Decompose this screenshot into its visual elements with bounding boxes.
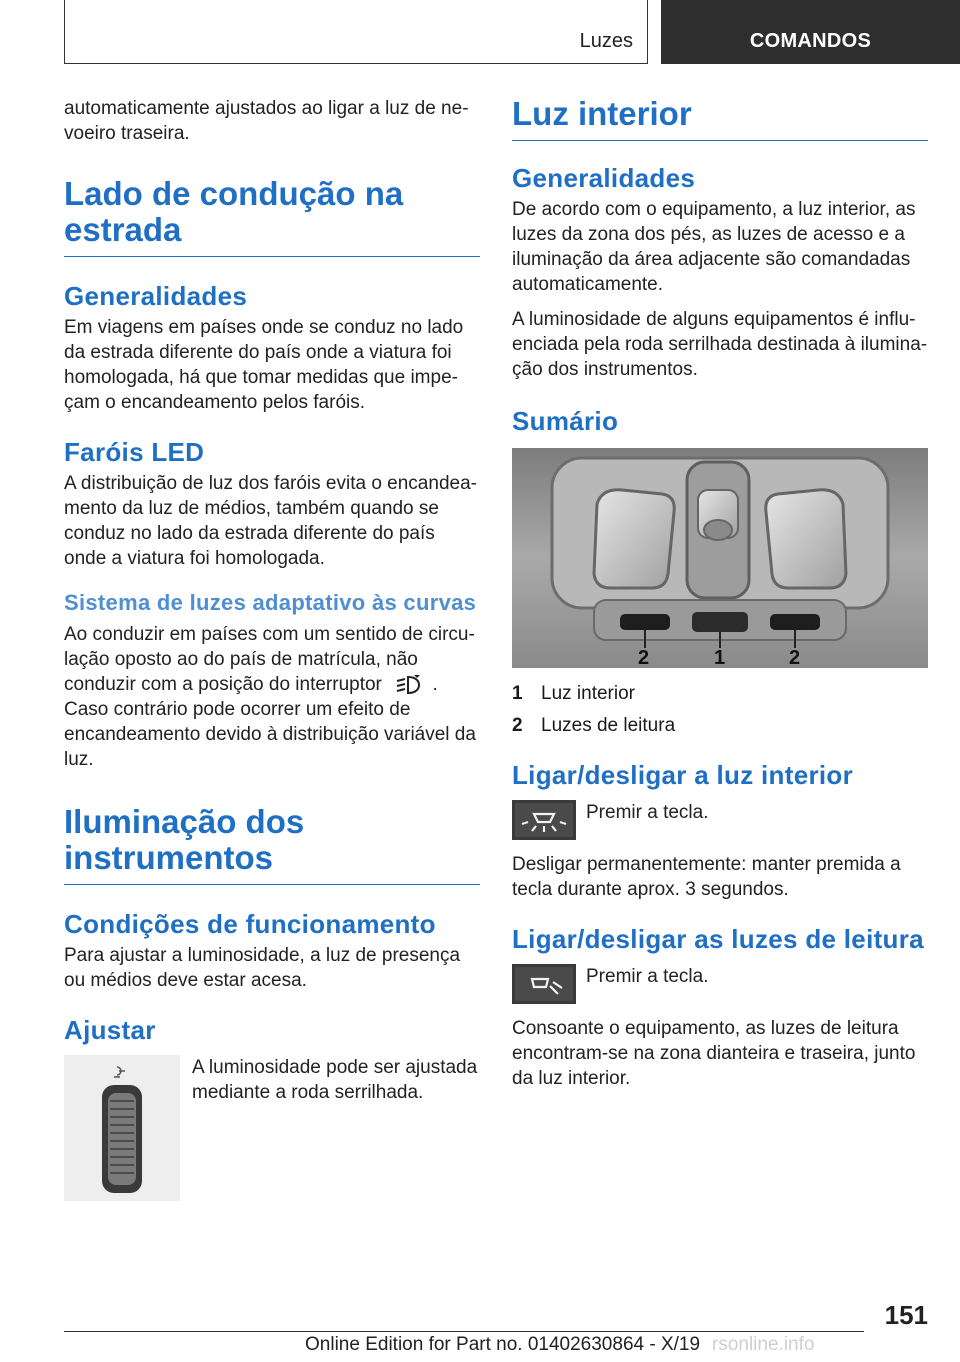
adjust-paragraph: A luminosidade pode ser ajustada mediante a roda serrilhada. <box>192 1057 478 1103</box>
footer-edition: Online Edition for Part no. 01402630864 - X/19 <box>305 1334 701 1355</box>
legend-list <box>512 682 928 738</box>
chapter-tab: COMANDOS <box>661 0 960 64</box>
photo-label-center: 1 <box>714 647 726 668</box>
heading-driving-side: Lado de condução na estrada <box>64 176 480 257</box>
heading-general: Generalidades <box>64 281 248 311</box>
heading-interior-onoff: Ligar/desligar a luz interior <box>512 760 853 790</box>
overhead-console-photo <box>512 448 928 668</box>
watermark: rsonline.info <box>712 1334 815 1355</box>
heading-summary: Sumário <box>512 406 619 436</box>
heading-reading-onoff: Ligar/desligar as luzes de leitura <box>512 924 924 954</box>
heading-interior-light: Luz interior <box>512 96 928 141</box>
intro-paragraph: automaticamente ajustados ao ligar a luz de nevoeiro traseira. <box>64 98 469 144</box>
interior-key-row <box>512 800 928 840</box>
page-number: 151 <box>884 1300 928 1330</box>
heading-led-headlights: Faróis LED <box>64 437 205 467</box>
photo-label-left: 2 <box>638 647 650 668</box>
reading-key-row <box>512 964 928 1004</box>
adaptive-text-part1: Ao conduzir em países com um sentido de circulação oposto ao do país de matrícula, não conduzir com a posição do interruptor <box>64 624 475 695</box>
header-section-box <box>64 0 648 64</box>
adaptive-paragraph <box>64 622 480 772</box>
heading-adjust: Ajustar <box>64 1015 156 1045</box>
photo-label-right: 2 <box>789 647 801 668</box>
heading-general-right: Generalidades <box>512 163 696 193</box>
footer-divider <box>64 1331 864 1332</box>
interior-light-key-icon <box>512 800 576 840</box>
legend-item <box>512 714 928 738</box>
reading-light-key-icon <box>512 964 576 1004</box>
interior-general-paragraph-1: De acordo com o equipamento, a luz interior, as luzes da zona dos pés, as luzes de acesso e a iluminação da área adjacente são comandadas automaticamente. <box>512 199 916 295</box>
legend-item <box>512 682 928 706</box>
led-paragraph: A distribuição de luz dos faróis evita o encandeamento da luz de médios, também quando se conduz no lado da estrada diferente do país onde a viatura foi homologada. <box>64 473 477 569</box>
conditions-paragraph: Para ajustar a luminosidade, a luz de presença ou médios deve estar acesa. <box>64 945 461 991</box>
interior-general-paragraph-2: A luminosidade de alguns equipamentos é influenciada pela roda serrilhada destinada à iluminação dos instrumentos. <box>512 309 928 380</box>
legend-number: 2 <box>512 715 523 736</box>
legend-text: Luz interior <box>541 683 635 704</box>
permanent-off-paragraph: Desligar permanentemente: manter premida a tecla durante aprox. 3 segundos. <box>512 854 901 900</box>
legend-text: Luzes de leitura <box>541 715 676 736</box>
reading-lights-paragraph: Consoante o equipamento, as luzes de leitura encontram-se na zona dianteira e traseira, junto da luz interior. <box>512 1018 916 1089</box>
adaptive-text-part2: . Caso contrário pode ocorrer um efeito de encandeamento devido à distribuição variável da luz. <box>64 674 476 770</box>
right-column <box>512 96 928 1101</box>
legend-number: 1 <box>512 683 523 704</box>
heading-instrument-lighting: Iluminação dos instrumentos <box>64 804 480 885</box>
press-key-reading: Premir a tecla. <box>586 966 709 987</box>
heading-adaptive-lights: Sistema de luzes adaptativo às curvas <box>64 590 477 615</box>
general-paragraph: Em viagens em países onde se conduz no lado da estrada diferente do país onde a viatura foi homologada, há que tomar medidas que impeçam o encandeamento pelos faróis. <box>64 317 464 413</box>
left-column <box>64 96 480 1201</box>
section-title: Luzes <box>579 30 633 52</box>
headlight-switch-icon <box>387 674 427 696</box>
thumbwheel-image <box>64 1055 180 1201</box>
heading-conditions: Condições de funcionamento <box>64 909 436 939</box>
adjust-row <box>64 1055 480 1201</box>
press-key-interior: Premir a tecla. <box>586 802 709 823</box>
